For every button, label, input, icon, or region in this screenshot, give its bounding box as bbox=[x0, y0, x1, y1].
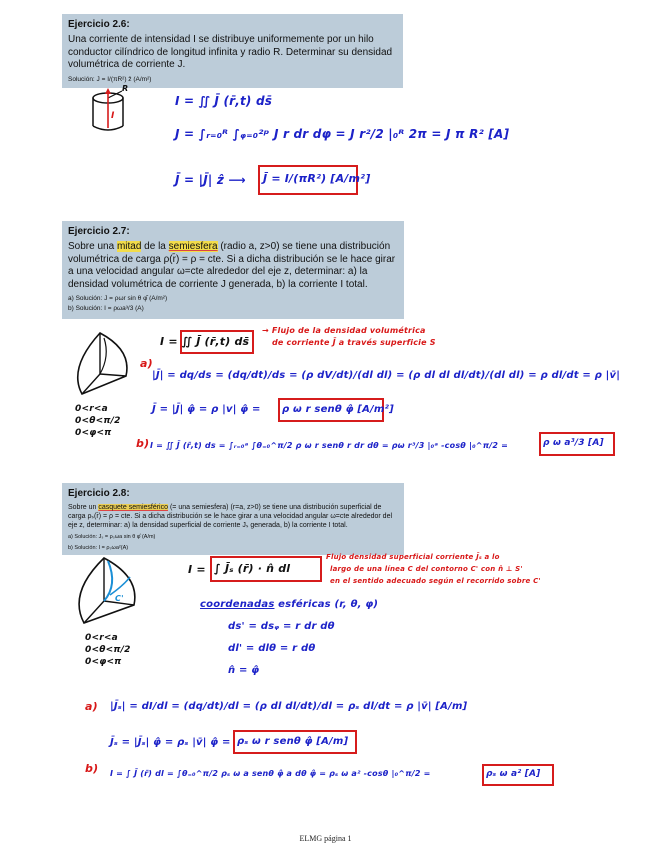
ex2-part-b-label: b) bbox=[136, 437, 150, 450]
ex2-part-a-label: a) bbox=[140, 357, 153, 370]
range-phi: 0<φ<π bbox=[85, 657, 122, 667]
current-label: I bbox=[111, 111, 115, 121]
ex3-part-b-label: b) bbox=[85, 762, 99, 775]
exercise-statement: Una corriente de intensidad I se distribuye uniformemente por un hilo conductor cilíndrico de longitud infinita y radio R. Determinar su densidad volumétrica de corriente J. bbox=[68, 34, 393, 70]
solution-a: a) Solución: Jₛ = ρₛωa sin θ φ̂ (A/m) bbox=[68, 534, 156, 540]
ex2-a-equation-2: J̄ = |J̄| φ̂ = ρ |v| φ̂ = bbox=[152, 404, 261, 415]
ex3-part-a-label: a) bbox=[85, 700, 98, 713]
ex3-note-line-3: en el sentido adecuado según el recorrido sobre C' bbox=[330, 577, 541, 585]
ex3-b-result: ρₛ ω a² [A] bbox=[486, 769, 541, 779]
highlight-mitad: mitad bbox=[116, 241, 142, 252]
solution-b: b) Solución: I = ρωa³/3 (A) bbox=[68, 305, 144, 312]
ex3-note-line-2: largo de una línea C del contorno C' con n̂ ⊥ S' bbox=[330, 565, 523, 573]
highlight-casquete: casquete semiesférico bbox=[98, 504, 169, 511]
half-hemisphere-sketch bbox=[70, 330, 140, 398]
solution-a: a) Solución: J = ρωr sin θ φ̂ (A/m²) bbox=[68, 295, 168, 302]
ex3-note-line-1: Flujo densidad superficial corriente J̄ₛ a lo bbox=[326, 553, 500, 561]
range-r: 0<r<a bbox=[85, 633, 118, 643]
ex3-dl-equation: dl' = dlθ = r dθ bbox=[228, 643, 316, 654]
ex3-n-equation: n̂ = φ̂ bbox=[228, 665, 260, 676]
exercise-statement: Sobre una mitad de la semiesfera (radio a, z>0) se tiene una distribución volumétrica de carga ρ(r̄) = ρ = cte. Si a dicha distribución se le hace girar a una velocidad angular ω=cte alrededor del eje z, determinar: a) la densidad volumétrica de corriente J generada, b) la corriente I total. bbox=[68, 241, 396, 290]
ex3-coords bbox=[200, 599, 378, 610]
contour-label: C' bbox=[115, 594, 124, 603]
ex3-a-equation-1: |J̄ₛ| = dI/dl = (dq/dt)/dl = (ρ dl dl/dt)/dl = ρₛ dl/dt = ρ |v̄| [A/m] bbox=[110, 701, 468, 712]
ex2-flux-equation: I = ∬ J̄ (r̄,t) ds̄ bbox=[160, 335, 250, 348]
range-r: 0<r<a bbox=[75, 404, 108, 414]
ex1-result: J̄ = I/(πR²) [A/m²] bbox=[263, 172, 371, 185]
ex3-ds-equation: ds' = dsᵩ = r dr dθ bbox=[228, 621, 335, 632]
exercise-2-8-box bbox=[62, 483, 404, 555]
ex3-b-equation: I = ∫ J̄ (r̄) dl = ∫θ₌₀^π/2 ρₛ ω a senθ φ̂ a dθ φ̂ = ρₛ ω a² -cosθ |₀^π/2 = bbox=[110, 769, 431, 778]
solution-b: b) Solución: I = ρₛωa²(A) bbox=[68, 545, 129, 551]
ex1-equation-1: I = ∬ J̄ (r̄,t) ds̄ bbox=[175, 94, 273, 108]
exercise-solution: Solución: J = I/(πR²) ẑ (A/m²) bbox=[68, 75, 152, 83]
ex2-note-line-2: de corriente J̄ a través superficie S bbox=[272, 338, 436, 347]
page-footer: ELMG página 1 bbox=[299, 834, 352, 843]
ex2-a-result: ρ ω r senθ φ̂ [A/m²] bbox=[282, 404, 394, 415]
coords-rest: esféricas (r, θ, φ) bbox=[274, 599, 379, 610]
ex3-flux-equation: ∫ J̄ₛ (r̄) · n̂ dl bbox=[214, 562, 291, 575]
exercise-title: Ejercicio 2.6: bbox=[68, 19, 130, 30]
ex2-a-equation-1: |J̄| = dq/ds = (dq/dt)/ds = (ρ dV/dt)/(dl dl) = (ρ dl dl dl/dt)/(dl dl) = ρ dl/dt = ρ |v̄| bbox=[152, 370, 621, 381]
ex3-a-equation-2: J̄ₛ = |J̄ₛ| φ̂ = ρₛ |v̄| φ̂ = bbox=[110, 737, 231, 748]
ex2-note-line-1: → Flujo de la densidad volumétrica bbox=[262, 326, 426, 335]
exercise-2-7-box bbox=[62, 221, 404, 319]
ex1-equation-3: J̄ = |J̄| ẑ ⟶ bbox=[175, 173, 246, 187]
exercise-statement: Sobre un casquete semiesférico (= una semiesfera) (r=a, z>0) se tiene una distribución superficial de carga ρₛ(r̄) = ρ = cte. Si a dicha distribución se le hace girar a una velocidad angular ω=cte alrededor del eje z, determinar: a) la densidad superficial de corriente Jₛ generada, b) la corriente I total. bbox=[68, 504, 393, 529]
highlight-semiesfera: semiesfera bbox=[168, 241, 218, 252]
ex2-b-result: ρ ω a³/3 [A] bbox=[543, 438, 604, 448]
hemisphere-shell-sketch bbox=[70, 555, 150, 627]
range-theta: 0<θ<π/2 bbox=[75, 416, 121, 426]
range-theta: 0<θ<π/2 bbox=[85, 645, 131, 655]
ex3-a-result: ρₛ ω r senθ φ̂ [A/m] bbox=[237, 736, 349, 747]
range-phi: 0<φ<π bbox=[75, 428, 112, 438]
exercise-title: Ejercicio 2.7: bbox=[68, 226, 130, 237]
ex3-main-equation: I = bbox=[188, 563, 206, 576]
ex2-b-equation: I = ∬ J̄ (r̄,t) ds = ∫ᵣ₌₀ᵃ ∫θ₌₀^π/2 ρ ω r senθ r dr dθ = ρω r³/3 |₀ᵃ -cosθ |₀^π/2 = bbox=[150, 441, 508, 450]
exercise-title: Ejercicio 2.8: bbox=[68, 488, 130, 499]
ex1-equation-2: J = ∫ᵣ₌₀ᴿ ∫ᵩ₌₀²ᵖ J r dr dφ = J r²/2 |₀ᴿ 2π = J π R² [A] bbox=[175, 127, 510, 141]
coords-title: coordenadas bbox=[200, 599, 275, 610]
radius-label: R bbox=[122, 84, 129, 93]
exercise-2-6-box bbox=[62, 14, 403, 88]
